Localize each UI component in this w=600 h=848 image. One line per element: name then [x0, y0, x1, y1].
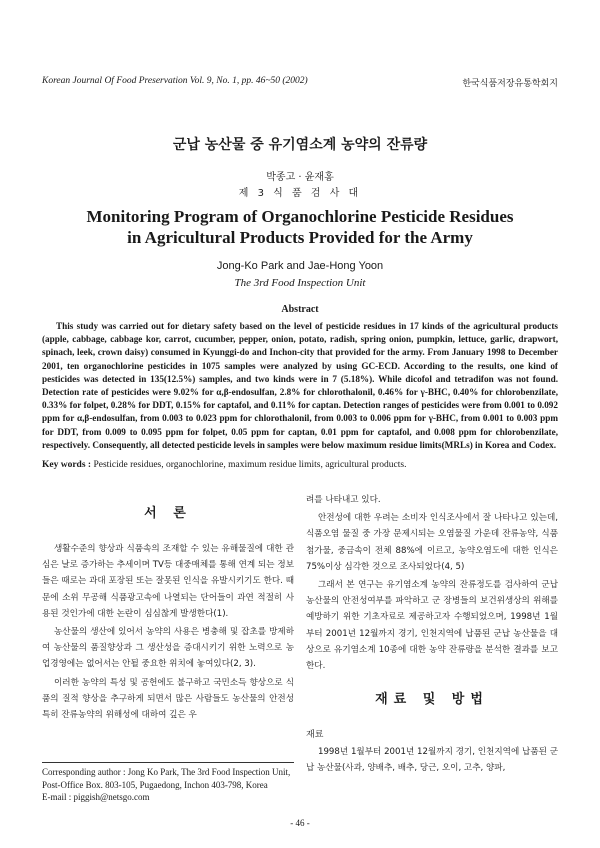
english-authors: Jong-Ko Park and Jae-Hong Yoon — [216, 260, 384, 272]
korean-affiliation: 제 3 식 품 검 사 대 — [238, 188, 362, 199]
intro-paragraph-1: 생활수준의 향상과 식품속의 조재할 수 있는 유해물질에 대한 관심은 날로 증가하는 추세이며 TV등 대중매체를 통해 연계 되는 정보들은 때로는 과대 포장된 또는 잘못된 인식을 유발시키기도 한다. 때문에 소위 무공해 식품광고속에 나열되는 단어들이 과연 적절히 사용된 것인가에 대한 논란이 심심찮게 발생한다(1). — [42, 544, 294, 619]
english-title-line-1: Monitoring Program of Organochlorine Pesticide Residues — [86, 207, 514, 226]
introduction-heading: 서 론 — [144, 506, 192, 521]
footnote-divider — [42, 762, 294, 763]
intro-paragraph-2: 농산물의 생산에 있어서 농약의 사용은 병충해 및 잡초를 방제하여 농산물의 품질향상과 그 생산성을 증대시키기 위한 노력으로 농업경영에는 없어서는 안될 중요한 위치에 놓여있다(2, 3). — [42, 627, 294, 670]
footnote — [42, 766, 294, 804]
english-title — [0, 206, 600, 248]
materials-paragraph: 1998년 1월부터 2001년 12월까지 경기, 인천지역에 납품된 군납 농산물(사과, 양배추, 배추, 당근, 오이, 고추, 양파, — [306, 747, 558, 774]
methods-heading: 재료 및 방법 — [375, 692, 489, 708]
intro-paragraph-4: 안전성에 대한 우려는 소비자 인식조사에서 잘 나타나고 있는데, 식품오염 물질 중 가장 문제시되는 오염물질 가운데 잔류농약, 식품첨가물, 중금속이 전체 88%에 이르고, 농약오염도에 대한 인식은 75%이상 심각한 것으로 조사되었다(4, 5) — [306, 513, 558, 572]
page-number: - 46 - — [290, 818, 310, 828]
corresponding-author: Corresponding author : Jong Ko Park, The 3rd Food Inspection Unit, Post-Office Box. 803-105, Pugaedong, Inchon 403-798, Korea — [42, 767, 291, 790]
keywords-label: Key words : — [42, 460, 92, 470]
abstract-heading: Abstract — [281, 304, 319, 315]
keywords-text: Pesticide residues, organochlorine, maximum residue limits, agricultural products. — [93, 460, 407, 470]
materials-subheading: 재료 — [306, 730, 324, 741]
right-column — [306, 492, 558, 779]
abstract-text: This study was carried out for dietary safety based on the level of pesticide residues in 17 kinds of the agricultural products (apple, cabbage, cabbage kor, carrot, cucumber, pepper, onion, potato, radish, spring onion, pumpkin, lettuce, garlic, drapwort, spinach, leek, crown daisy) consumed in Kyunggi-do and Inchon-city that provided for the army. From January 1998 to December 2001, ten organochlorine pesticides in 1075 samples were analyzed by using GC-ECD. According to the results, one kind of pesticides was detected in 135(12.5%) samples, and two kinds were in 7 (5.18%). While dicofol and tetradifon was not found. Detection rate of pesticides were 9.02% for α,β-endosulfan, 2.8% for chlorothalonil, 0.46% for γ-BHC, 0.40% for chlorobenzilate, 0.33% for folpet, 0.28% for DDT, 0.15% for captafol, and 0.11% for captan. Detection ranges of pesticides were from 0.001 to 0.092 ppm for α,β-endosulfan, from 0.003 to 0.023 ppm for chlorothalonil, from 0.003 to 0.006 ppm for γ-BHC, from 0.001 to 0.003 ppm for DDT, from 0.009 to 0.095 ppm for folpet, 0.05 ppm for captan, 0.01 ppm for captafol, and 0.008 ppm for chlorobenzilate, respectively. Consequently, all detected pesticide levels in samples were below maximum residue limits(MRLs) in Korea and Codex. — [42, 321, 558, 450]
journal-citation: Korean Journal Of Food Preservation Vol. 9, No. 1, pp. 46~50 (2002) — [42, 76, 308, 86]
english-affiliation: The 3rd Food Inspection Unit — [234, 277, 366, 289]
keywords — [42, 460, 558, 470]
intro-paragraph-5: 그래서 본 연구는 유기염소계 농약의 잔류정도를 검사하여 군납 농산물의 안전성여부를 파악하고 군 장병들의 보건위생상의 위해를 예방하기 위한 기초자료로 제공하고자 수행되었으며, 1998년 1월부터 2001년 12월까지 경기, 인천지역에 납품된 군납 농산물을 대상으로 유기염소계 10종에 대한 농약 잔류량을 분석한 결과를 보고한다. — [306, 580, 558, 672]
intro-paragraph-continued: 려를 나타내고 있다. — [306, 495, 381, 505]
korean-title: 군납 농산물 중 유기염소계 농약의 잔류량 — [172, 137, 428, 153]
author-email: E-mail : piggish@netsgo.com — [42, 792, 150, 802]
korean-authors: 박종고 · 윤재홍 — [266, 172, 334, 183]
english-title-line-2: in Agricultural Products Provided for the Army — [127, 228, 473, 247]
left-column — [42, 492, 294, 725]
intro-paragraph-3: 이러한 농약의 특성 및 공헌에도 불구하고 국민소득 향상으로 식품의 질적 향상을 추구하게 되면서 많은 사람들도 농산물의 안전성 특히 잔류농약의 위해성에 대하여 깊은 우 — [42, 677, 294, 721]
society-name: 한국식품저장유통학회지 — [462, 79, 558, 89]
